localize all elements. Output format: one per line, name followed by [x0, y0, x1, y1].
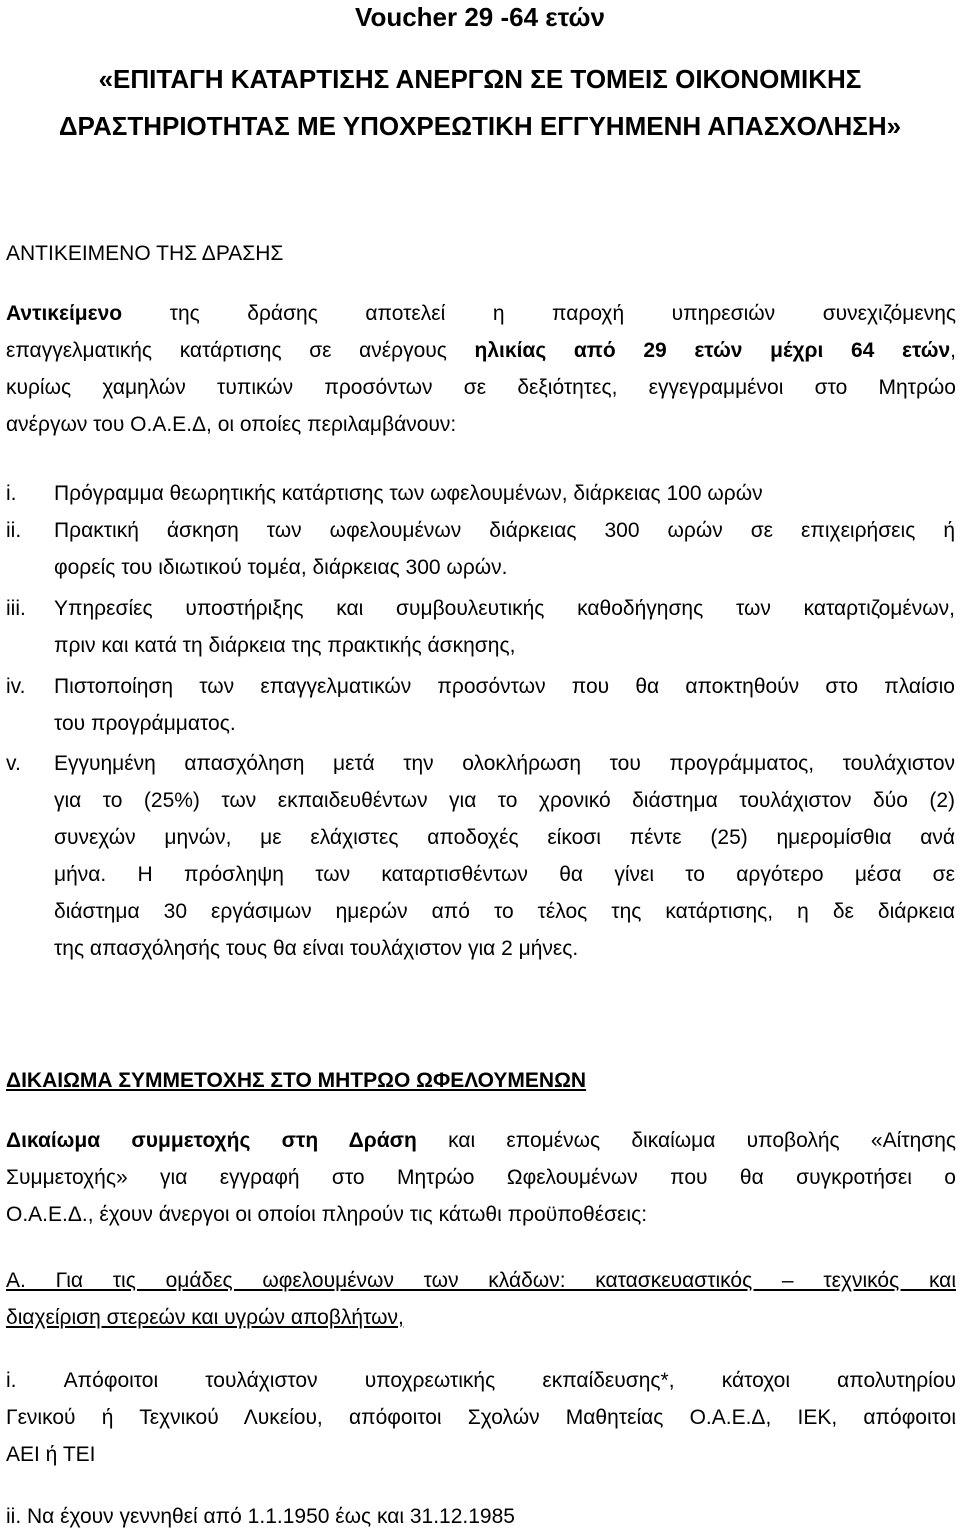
condition-ii: ii. Να έχουν γεννηθεί από 1.1.1950 έως και 31.12.1985	[6, 1505, 515, 1528]
objective-bold-term: Αντικείμενο	[6, 302, 123, 325]
list-item-number: iii.	[6, 597, 26, 620]
section-heading-participation: ΔΙΚΑΙΩΜΑ ΣΥΜΜΕΤΟΧΗΣ ΣΤΟ ΜΗΤΡΩΟ ΩΦΕΛΟΥΜΕΝΩΝ	[6, 1069, 587, 1092]
list-item: Πιστοποίηση των επαγγελματικών προσόντων που θα αποκτηθούν στο πλαίσιο του προγράμματος.	[54, 675, 955, 735]
list-item: Υπηρεσίες υποστήριξης και συμβουλευτικής καθοδήγησης των καταρτιζομένων, πριν και κατά τη διάρκεια της πρακτικής άσκησης,	[54, 597, 955, 657]
participation-line-2: Συμμετοχής» για εγγραφή στο Μητρώο Ωφελουμένων που θα συγκροτήσει ο	[6, 1166, 956, 1189]
list-item: Πρόγραμμα θεωρητικής κατάρτισης των ωφελουμένων, διάρκειας 100 ωρών	[54, 482, 763, 505]
group-a-heading: Α. Για τις ομάδες ωφελουμένων των κλάδων: κατασκευαστικός – τεχνικός και διαχείριση στερεών και υγρών αποβλήτων,	[6, 1269, 956, 1329]
document-subtitle-line-1: «ΕΠΙΤΑΓΗ ΚΑΤΑΡΤΙΣΗΣ ΑΝΕΡΓΩΝ ΣΕ ΤΟΜΕΙΣ ΟΙΚΟΝΟΜΙΚΗΣ	[98, 64, 862, 94]
participation-paragraph	[6, 1122, 956, 1233]
objective-line-2: επαγγελματικής κατάρτισης σε ανέργους ηλικίας από 29 ετών μέχρι 64 ετών,	[6, 339, 956, 362]
objective-paragraph	[6, 295, 956, 443]
list-item-number: i.	[6, 482, 17, 505]
participation-bold-term: Δικαίωμα συμμετοχής στη Δράση	[6, 1129, 417, 1152]
document-subtitle-line-2: ΔΡΑΣΤΗΡΙΟΤΗΤΑΣ ΜΕ ΥΠΟΧΡΕΩΤΙΚΗ ΕΓΓΥΗΜΕΝΗ ΑΠΑΣΧΟΛΗΣΗ»	[58, 111, 902, 141]
condition-i: i. Απόφοιτοι τουλάχιστον υποχρεωτικής εκπαίδευσης*, κάτοχοι απολυτηρίου Γενικού ή Τεχνικού Λυκείου, απόφοιτοι Σχολών Μαθητείας Ο.Α.Ε.Δ, ΙΕΚ, απόφοιτοι ΑΕΙ ή ΤΕΙ	[6, 1369, 956, 1466]
list-item: Πρακτική άσκηση των ωφελουμένων διάρκειας 300 ωρών σε επιχειρήσεις ή φορείς του ιδιωτικού τομέα, διάρκειας 300 ωρών.	[54, 519, 955, 579]
participation-line-3: Ο.Α.Ε.Δ., έχουν άνεργοι οι οποίοι πληρούν τις κάτωθι προϋποθέσεις:	[6, 1203, 648, 1226]
objective-line-1: Αντικείμενο της δράσης αποτελεί η παροχή υπηρεσιών συνεχιζόμενης	[6, 302, 956, 325]
objective-line-3: κυρίως χαμηλών τυπικών προσόντων σε δεξιότητες, εγγεγραμμένοι στο Μητρώο	[6, 376, 956, 399]
document-title: Voucher 29 -64 ετών	[355, 2, 605, 32]
objective-line-4: ανέργων του Ο.Α.Ε.Δ, οι οποίες περιλαμβάνουν:	[6, 413, 457, 436]
list-item-number: iv.	[6, 675, 26, 698]
list-item: Εγγυημένη απασχόληση μετά την ολοκλήρωση του προγράμματος, τουλάχιστον για το (25%) των εκπαιδευθέντων για το χρονικό διάστημα τουλάχιστον δύο (2) συνεχών μηνών, με ελάχιστες αποδοχές είκοσι πέντε (25) ημερομίσθια ανά μήνα. Η πρόσληψη των καταρτισθέντων θα γίνει το αργότερο μέσα σε διάστημα 30 εργάσιμων ημερών από το τέλος της κατάρτισης, η δε διάρκεια της απασχόλησής τους θα είναι τουλάχιστον για 2 μήνες.	[54, 752, 955, 960]
list-item-number: v.	[6, 752, 21, 775]
objective-age-range: ηλικίας από 29 ετών μέχρι 64 ετών	[474, 339, 951, 362]
list-item-number: ii.	[6, 519, 22, 542]
participation-line-1: Δικαίωμα συμμετοχής στη Δράση και επομένως δικαίωμα υποβολής «Αίτησης	[6, 1129, 957, 1152]
section-heading-objective: ΑΝΤΙΚΕΙΜΕΝΟ ΤΗΣ ΔΡΑΣΗΣ	[6, 242, 284, 265]
